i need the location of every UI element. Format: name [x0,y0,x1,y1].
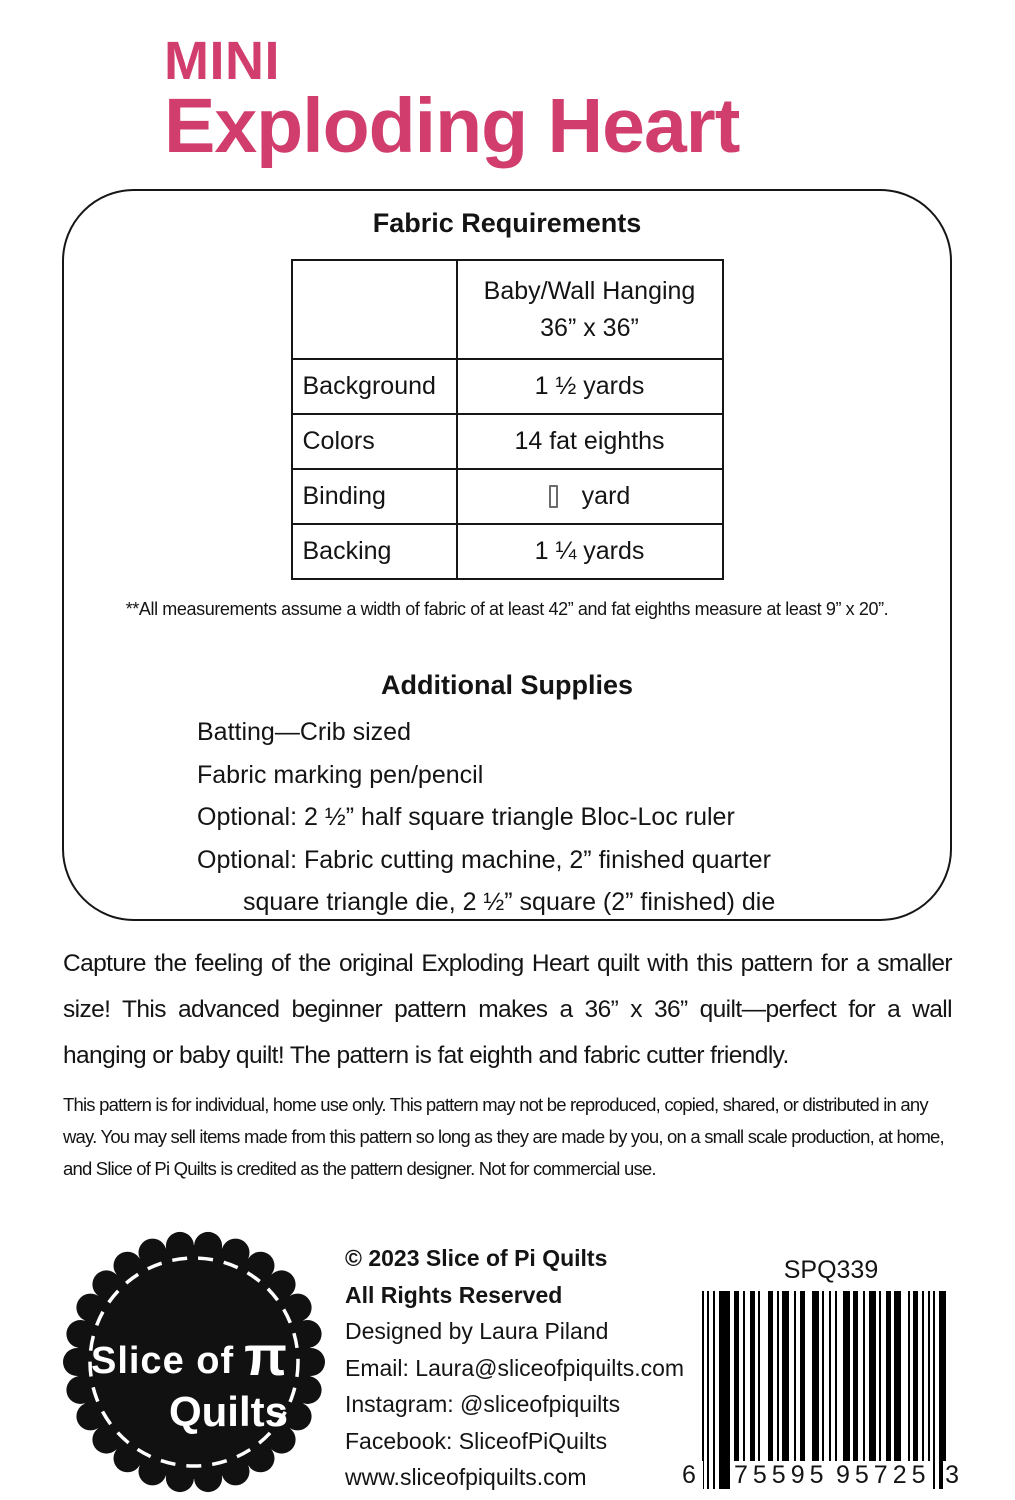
barcode-bar [843,1291,850,1463]
instagram-line: Instagram: @sliceofpiquilts [345,1391,621,1417]
barcode-bar [758,1291,760,1463]
title-block [0,0,1015,169]
fabric-requirements-heading: Fabric Requirements [372,208,642,238]
barcode-digit-group: 95725 [836,1461,931,1489]
barcode-digit-group: 6 [682,1461,701,1489]
requirements-box [62,189,952,921]
rights-line: All Rights Reserved [345,1281,563,1308]
supply-item: Optional: 2 ½” half square triangle Bloc-Loc ruler [197,803,735,831]
footer [0,1228,1015,1500]
barcode-bar [750,1291,755,1463]
barcode-bar [863,1291,865,1463]
scalloped-seal-icon [62,1230,326,1494]
table-header-empty-cell [292,260,457,359]
row-value-cell [457,469,723,524]
barcode-bar [939,1291,946,1489]
missing-glyph-box [549,485,558,508]
email-line: Email: Laura@sliceofpiquilts.com [345,1354,685,1381]
facebook-line: Facebook: SliceofPiQuilts [345,1427,608,1454]
barcode-bar [794,1291,796,1463]
sku-label: SPQ339 [783,1256,879,1284]
barcode-bar [829,1291,831,1489]
barcode-bar [853,1291,858,1463]
barcode-bar [869,1291,876,1463]
website-line: www.sliceofpiquilts.com [345,1464,587,1490]
table-header-row [292,260,723,359]
barcode-bar [719,1291,730,1489]
barcode-bar [713,1291,715,1489]
row-value-cell: 1 ¼ yards [457,524,723,579]
row-label-cell: Binding [292,469,457,524]
pattern-description: Capture the feeling of the original Exploding Heart quilt with this pattern for a smaller size! This advanced beginner pattern makes a 36” x 36” quilt—perfect for a wall hanging or baby quilt! The pattern is fat eighth and fabric cutter friendly. [63,950,952,1069]
barcode-bar [743,1291,745,1463]
barcode-bar [822,1291,824,1463]
logo-text-quilts: Quilts [168,1388,288,1435]
supplies-list [197,711,920,921]
supply-item: Fabric marking pen/pencil [197,760,484,789]
barcode-bar [812,1291,819,1463]
pi-symbol: π [244,1324,288,1387]
table-row [292,524,723,579]
barcode-block [684,1256,964,1489]
fabric-table [291,259,724,580]
supply-item-continuation: square triangle die, 2 ½” square (2” finished) die [243,888,776,916]
barcode-bar [913,1291,918,1463]
table-header-line1: Baby/Wall Hanging [483,276,696,305]
designer-line: Designed by Laura Piland [345,1318,609,1344]
barcode-bar [777,1291,779,1463]
barcode-bar [886,1291,891,1463]
row-label-cell: Background [292,359,457,414]
barcode-bar [933,1291,935,1489]
barcode-bar [734,1291,739,1463]
row-value-cell: 14 fat eighths [457,414,723,469]
barcode-bar [908,1291,910,1463]
barcode-bar [707,1291,709,1489]
barcode-bar [800,1291,805,1463]
supply-item: Batting—Crib sized [197,718,411,746]
barcode-bar [879,1291,881,1463]
legal-notice: This pattern is for individual, home use only. This pattern may not be reproduced, copied, shared, or distributed in any way. You may sell items made from this pattern so long as they are made by you, on a small scale production, at home, and Slice of Pi Quilts is credited as the pattern designer. Not for commercial use. [63,1094,944,1179]
row-value-text: yard [581,482,631,510]
barcode-bar [835,1291,837,1489]
table-row [292,414,723,469]
supply-item: Optional: Fabric cutting machine, 2” finished quarter [197,845,771,874]
barcode-digit-group: 75595 [734,1461,829,1489]
row-label-cell: Colors [292,414,457,469]
copyright-block [345,1240,684,1496]
slice-of-pi-logo [62,1230,326,1494]
barcode-bar [922,1291,924,1463]
barcode-bar [768,1291,773,1463]
barcode-bar [894,1291,901,1463]
barcode-digit-group: 3 [945,1461,964,1489]
table-row [292,359,723,414]
table-row [292,469,723,524]
barcode-bar [782,1291,789,1463]
additional-supplies-heading: Additional Supplies [380,670,633,700]
measurements-footnote: **All measurements assume a width of fabric of at least 42” and fat eighths measure at least 9” x 20”. [125,599,889,619]
row-value-cell: 1 ½ yards [457,359,723,414]
copyright-line: © 2023 Slice of Pi Quilts [345,1245,608,1271]
barcode-bar [928,1291,930,1489]
barcode-bar [702,1291,704,1489]
table-header-line2: 36” x 36” [540,313,639,342]
logo-text-slice-of: Slice of [90,1340,235,1382]
barcode-bars [682,1291,964,1489]
row-label-cell: Backing [292,524,457,579]
table-header-cell [457,260,723,359]
title-mini: MINI [164,31,280,91]
page-title: Exploding Heart [164,83,740,169]
